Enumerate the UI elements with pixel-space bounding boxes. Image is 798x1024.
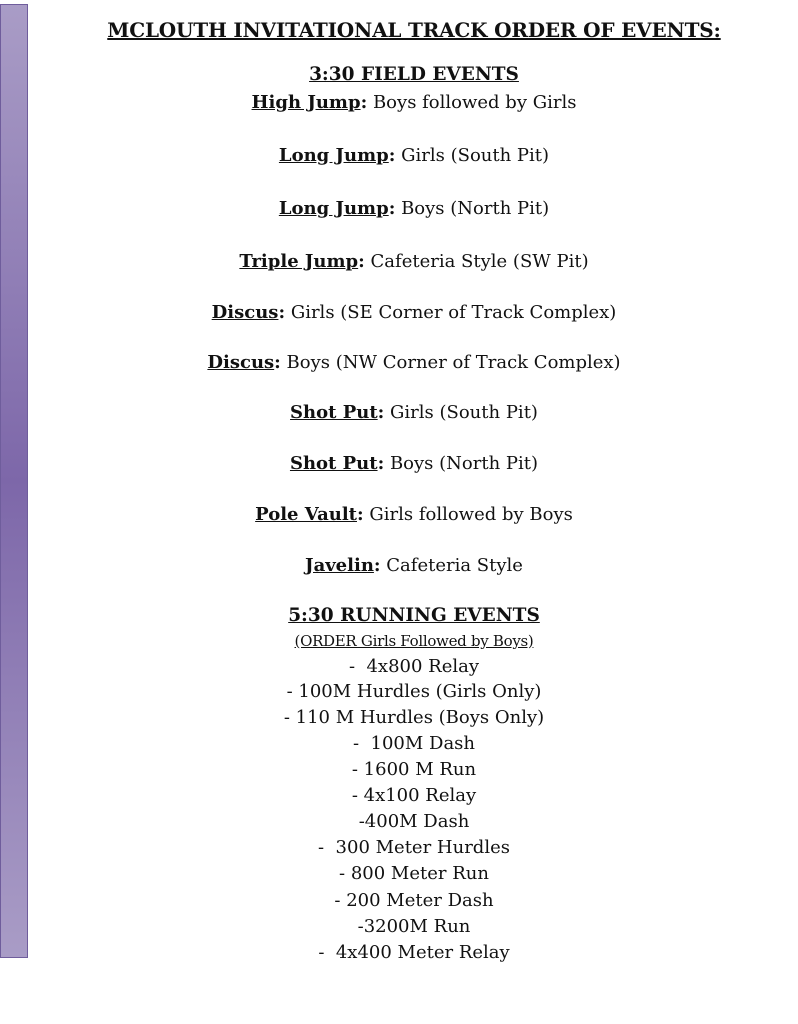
- event-detail: Girls (SE Corner of Track Complex): [285, 302, 617, 323]
- page-title: MCLOUTH INVITATIONAL TRACK ORDER OF EVENTS:: [107, 18, 721, 42]
- decorative-side-bar: [0, 4, 28, 958]
- event-detail: Girls (South Pit): [395, 145, 550, 166]
- event-detail: Cafeteria Style: [380, 555, 523, 576]
- event-detail: Girls followed by Boys: [363, 504, 573, 525]
- event-colon: :: [388, 198, 396, 219]
- event-detail: Boys (North Pit): [384, 453, 539, 474]
- event-detail: Girls (South Pit): [384, 402, 538, 423]
- event-colon: :: [360, 92, 368, 113]
- order-note: (ORDER Girls Followed by Boys): [294, 632, 534, 650]
- running-event-item: - 300 Meter Hurdles: [318, 837, 510, 858]
- event-name: Discus: [211, 302, 279, 323]
- running-event-item: - 110 M Hurdles (Boys Only): [283, 707, 545, 728]
- event-name: Pole Vault: [255, 504, 357, 525]
- running-event-item: - 100M Dash: [352, 733, 476, 754]
- running-event-item: - 800 Meter Run: [339, 863, 489, 884]
- event-name: Triple Jump: [239, 251, 359, 272]
- event-colon: :: [358, 251, 365, 272]
- event-detail: Boys followed by Girls: [367, 92, 577, 113]
- running-events-heading: 5:30 RUNNING EVENTS: [288, 605, 540, 626]
- field-events-heading: 3:30 FIELD EVENTS: [309, 64, 519, 85]
- field-event-item: [30, 251, 798, 272]
- event-name: Discus: [207, 352, 275, 373]
- running-event-item: -3200M Run: [357, 916, 471, 937]
- running-event-item: - 4x100 Relay: [351, 785, 477, 806]
- field-event-item: [30, 453, 798, 474]
- field-event-item: [30, 504, 798, 525]
- event-name: Long Jump: [278, 145, 389, 166]
- running-event-item: - 4x400 Meter Relay: [318, 942, 510, 963]
- field-event-item: [30, 555, 798, 576]
- running-event-item: -400M Dash: [358, 811, 470, 832]
- event-name: Javelin: [305, 555, 374, 576]
- event-colon: :: [278, 302, 286, 323]
- event-colon: :: [377, 402, 385, 423]
- running-event-item: - 200 Meter Dash: [334, 890, 494, 911]
- event-colon: :: [274, 352, 281, 373]
- event-colon: :: [373, 555, 381, 576]
- field-event-item: [30, 302, 798, 323]
- field-event-item: [30, 352, 798, 373]
- field-event-item: [30, 145, 798, 166]
- event-detail: Boys (North Pit): [395, 198, 550, 219]
- event-name: High Jump: [251, 92, 361, 113]
- event-colon: :: [388, 145, 396, 166]
- event-colon: :: [377, 453, 385, 474]
- field-event-item: [30, 92, 798, 113]
- running-event-item: - 4x800 Relay: [348, 656, 480, 677]
- event-detail: Cafeteria Style (SW Pit): [364, 251, 589, 272]
- field-event-item: [30, 402, 798, 423]
- event-name: Shot Put: [290, 402, 378, 423]
- event-name: Long Jump: [278, 198, 389, 219]
- running-event-item: - 100M Hurdles (Girls Only): [286, 681, 542, 702]
- running-event-item: - 1600 M Run: [351, 759, 477, 780]
- field-event-item: [30, 198, 798, 219]
- event-detail: Boys (NW Corner of Track Complex): [280, 352, 621, 373]
- event-name: Shot Put: [289, 453, 378, 474]
- event-colon: :: [356, 504, 364, 525]
